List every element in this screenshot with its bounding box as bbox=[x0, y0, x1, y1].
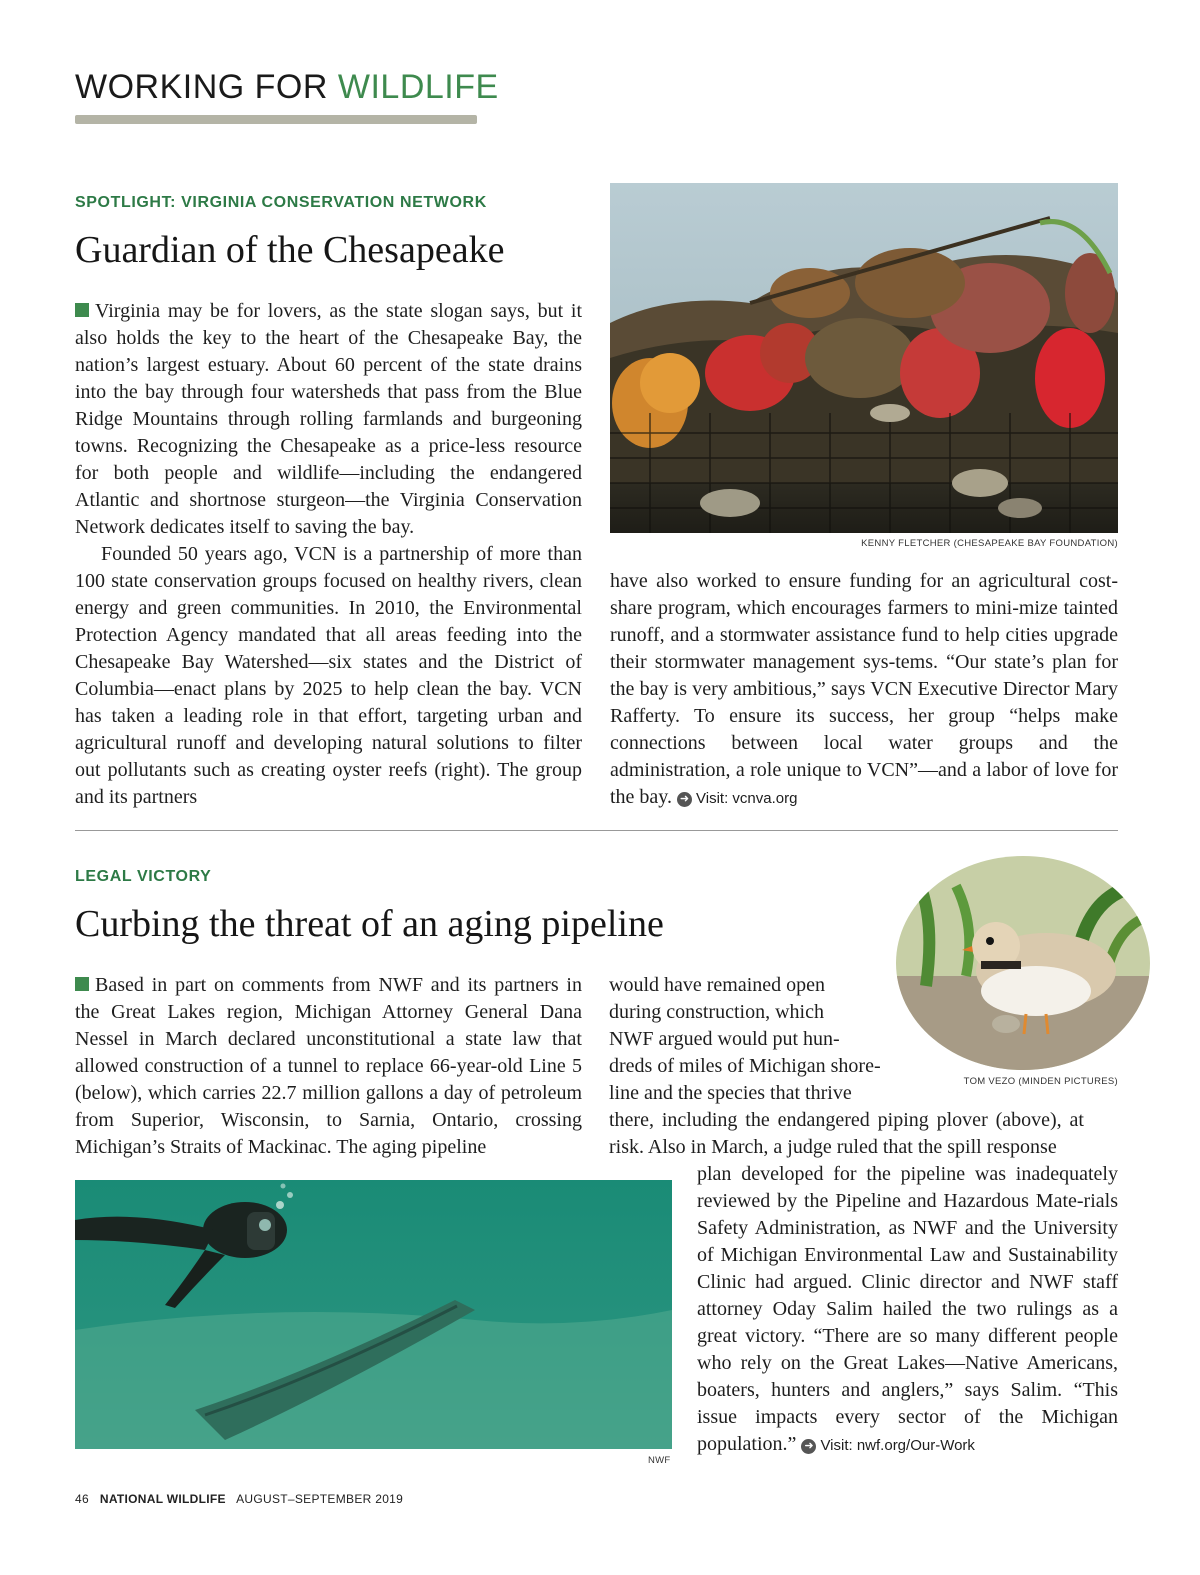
piping-plover-photo bbox=[896, 856, 1150, 1070]
story2-right-line: line and the species that thrive bbox=[609, 1082, 852, 1104]
story2-paragraph-1: Based in part on comments from NWF and its partners in the Great Lakes region, Michigan Attorney General Dana Nessel in March declared unconstitutional a state law that allowed construction of a tunnel to replace 66-year-old Line 5 (below), which carries 22.7 million gallons a day of petroleum from Superior, Wisconsin, to Sarnia, Ontario, crossing Michigan’s Straits of Mackinac. The aging pipeline bbox=[75, 974, 582, 1158]
story-divider bbox=[75, 830, 1118, 831]
story2-right-wrap bbox=[609, 972, 899, 1107]
issue-date: AUGUST–SEPTEMBER 2019 bbox=[236, 1492, 404, 1506]
section-header bbox=[75, 68, 499, 107]
oyster-reef-photo bbox=[610, 183, 1118, 533]
square-bullet-icon bbox=[75, 303, 89, 317]
section-header-prefix: WORKING FOR bbox=[75, 68, 338, 106]
magazine-name: NATIONAL WILDLIFE bbox=[99, 1492, 226, 1506]
story2-headline: Curbing the threat of an aging pipeline bbox=[75, 903, 664, 945]
pipeline-diver-photo bbox=[75, 1180, 672, 1449]
story1-right-column bbox=[610, 568, 1118, 812]
square-bullet-icon bbox=[75, 977, 89, 991]
page-footer bbox=[75, 1492, 403, 1506]
story1-paragraph-1: Virginia may be for lovers, as the state slogan says, but it also holds the key to the heart of the Chesapeake Bay, the nation’s largest estuary. About 60 percent of the state drains into the bay through four watersheds that pass from the Blue Ridge Mountains through rolling farmlands and burgeoning towns. Recognizing the Chesapeake as a price-less resource for both people and wildlife—including the endangered Atlantic and shortnose sturgeon—the Virginia Conservation Network dedicates itself to saving the bay. bbox=[75, 300, 582, 538]
story2-right-line: dreds of miles of Michigan shore- bbox=[609, 1055, 881, 1077]
pipeline-photo-credit: NWF bbox=[648, 1455, 671, 1466]
story2-right-line: would have remained open bbox=[609, 974, 826, 996]
story2-right-line: during construction, which bbox=[609, 1001, 824, 1023]
story1-paragraph-3: have also worked to ensure funding for an agricultural cost-share program, which encourages farmers to mini-mize tainted runoff, and a stormwater assistance fund to help cities upgrade their stormwater management sys-tems. “Our state’s plan for the bay is very ambitious,” says VCN Executive Director Mary Rafferty. To ensure its success, her group “helps make connections between local water groups and the administration, a role unique to VCN”—and a labor of love for the bay. ➜ Visit: vcnva.org bbox=[610, 570, 1118, 808]
story2-right-line: NWF argued would put hun- bbox=[609, 1028, 840, 1050]
story2-kicker: LEGAL VICTORY bbox=[75, 868, 212, 885]
story1-kicker: SPOTLIGHT: VIRGINIA CONSERVATION NETWORK bbox=[75, 194, 487, 211]
plover-photo-credit: TOM VEZO (MINDEN PICTURES) bbox=[963, 1076, 1118, 1087]
header-rule bbox=[75, 115, 477, 124]
story1-left-column bbox=[75, 298, 582, 811]
arrow-circle-icon: ➜ bbox=[677, 792, 692, 807]
story1-paragraph-2: Founded 50 years ago, VCN is a partnership of more than 100 state conservation groups focused on healthy rivers, clean energy and green communities. In 2010, the Environmental Protection Agency mandated that all areas feeding into the Chesapeake Bay Watershed—six states and the District of Columbia—enact plans by 2025 to help clean the bay. VCN has taken a leading role in that effort, targeting urban and agricultural runoff and developing natural solutions to filter out pollutants such as creating oyster reefs (right). The group and its partners bbox=[75, 543, 582, 808]
story1-visit-link[interactable]: ➜ Visit: vcnva.org bbox=[677, 790, 797, 807]
story2-visit-link[interactable]: ➜ Visit: nwf.org/Our-Work bbox=[801, 1437, 974, 1454]
section-header-accent: WILDLIFE bbox=[337, 68, 499, 106]
story2-right-full: there, including the endangered piping plover (above), at risk. Also in March, a judge ruled that the spill response bbox=[609, 1109, 1084, 1158]
story1-headline: Guardian of the Chesapeake bbox=[75, 229, 505, 271]
oyster-photo-credit: KENNY FLETCHER (CHESAPEAKE BAY FOUNDATION) bbox=[861, 538, 1118, 549]
story2-left-column bbox=[75, 972, 582, 1161]
page-number: 46 bbox=[75, 1492, 89, 1506]
arrow-circle-icon: ➜ bbox=[801, 1439, 816, 1454]
story2-right-bottom: plan developed for the pipeline was inadequately reviewed by the Pipeline and Hazardous Mate-rials Safety Administration, as NWF and the University of Michigan Environmental Law and Sustainability Clinic had argued. Clinic director and NWF staff attorney Oday Salim hailed the two rulings as a great victory. “There are so many different people who rely on the Great Lakes—Native Americans, boaters, hunters and anglers,” says Salim. “This issue impacts every sector of the Michigan population.” ➜ Visit: nwf.org/Our-Work bbox=[697, 1163, 1118, 1455]
